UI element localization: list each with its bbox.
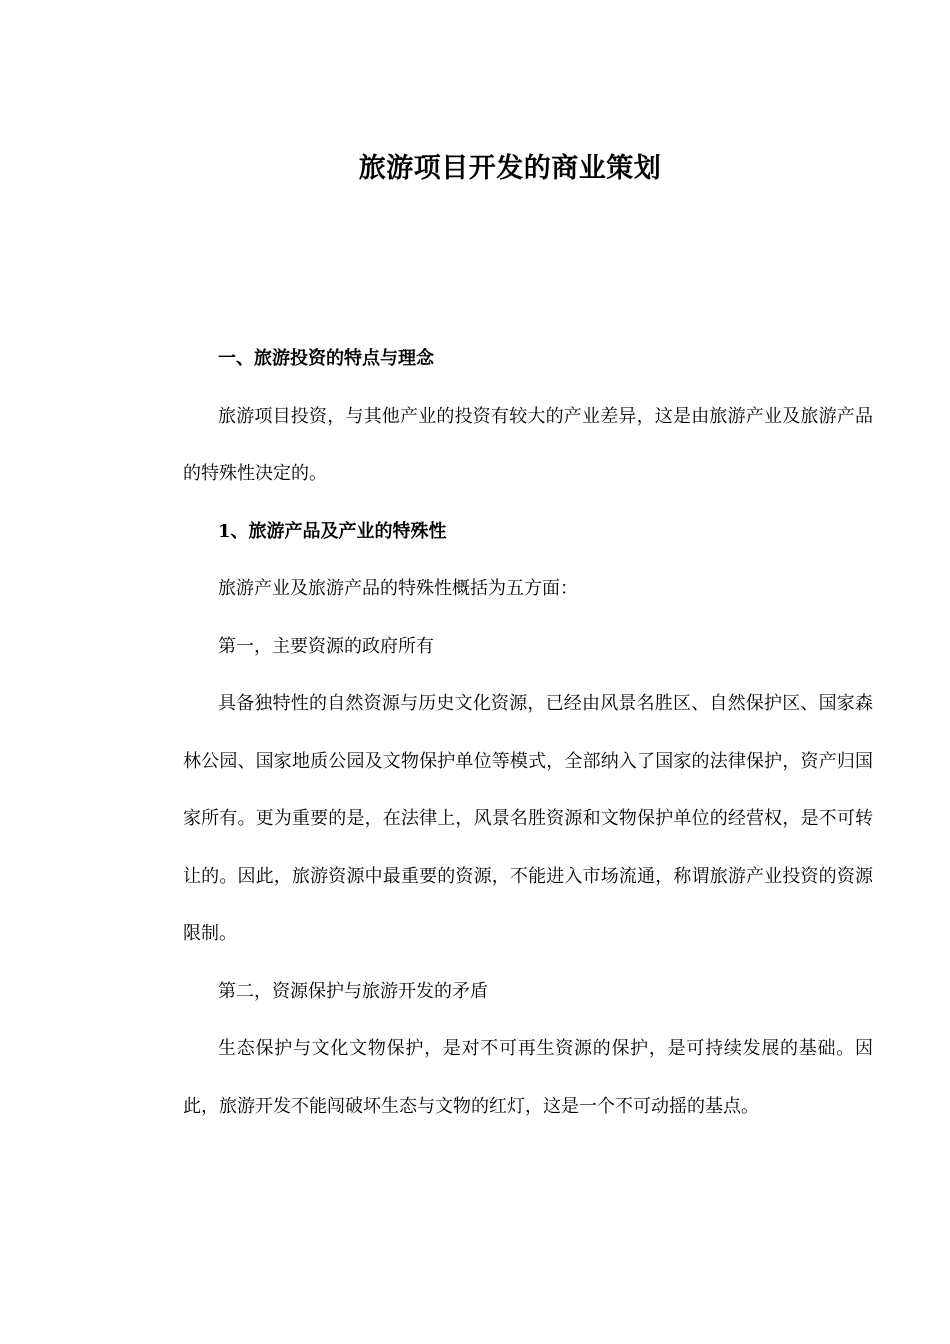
- paragraph: 具备独特性的自然资源与历史文化资源，已经由风景名胜区、自然保护区、国家森林公园、国家地质公园及文物保护单位等模式，全部纳入了国家的法律保护，资产归国家所有。更为重要的是，在法律上，风景名胜资源和文物保护单位的经营权，是不可转让的。因此，旅游资源中最重要的资源，不能进入市场流通，称谓旅游产业投资的资源限制。: [183, 693, 873, 944]
- paragraph: 旅游项目投资，与其他产业的投资有较大的产业差异，这是由旅游产业及旅游产品的特殊性决定的。: [183, 405, 873, 484]
- document-title: 旅游项目开发的商业策划: [358, 153, 662, 184]
- paragraph: 生态保护与文化文物保护，是对不可再生资源的保护，是可持续发展的基础。因此，旅游开发不能闯破坏生态与文物的红灯，这是一个不可动摇的基点。: [183, 1038, 873, 1117]
- document-body: [183, 330, 873, 1135]
- paragraph: 旅游产业及旅游产品的特殊性概括为五方面：: [218, 578, 578, 599]
- point-title: 第二，资源保护与旅游开发的矛盾: [218, 980, 488, 1002]
- point-title: 第一，主要资源的政府所有: [218, 635, 434, 657]
- subsection-heading: 1、旅游产品及产业的特殊性: [218, 520, 447, 542]
- section-heading: 一、旅游投资的特点与理念: [218, 348, 434, 369]
